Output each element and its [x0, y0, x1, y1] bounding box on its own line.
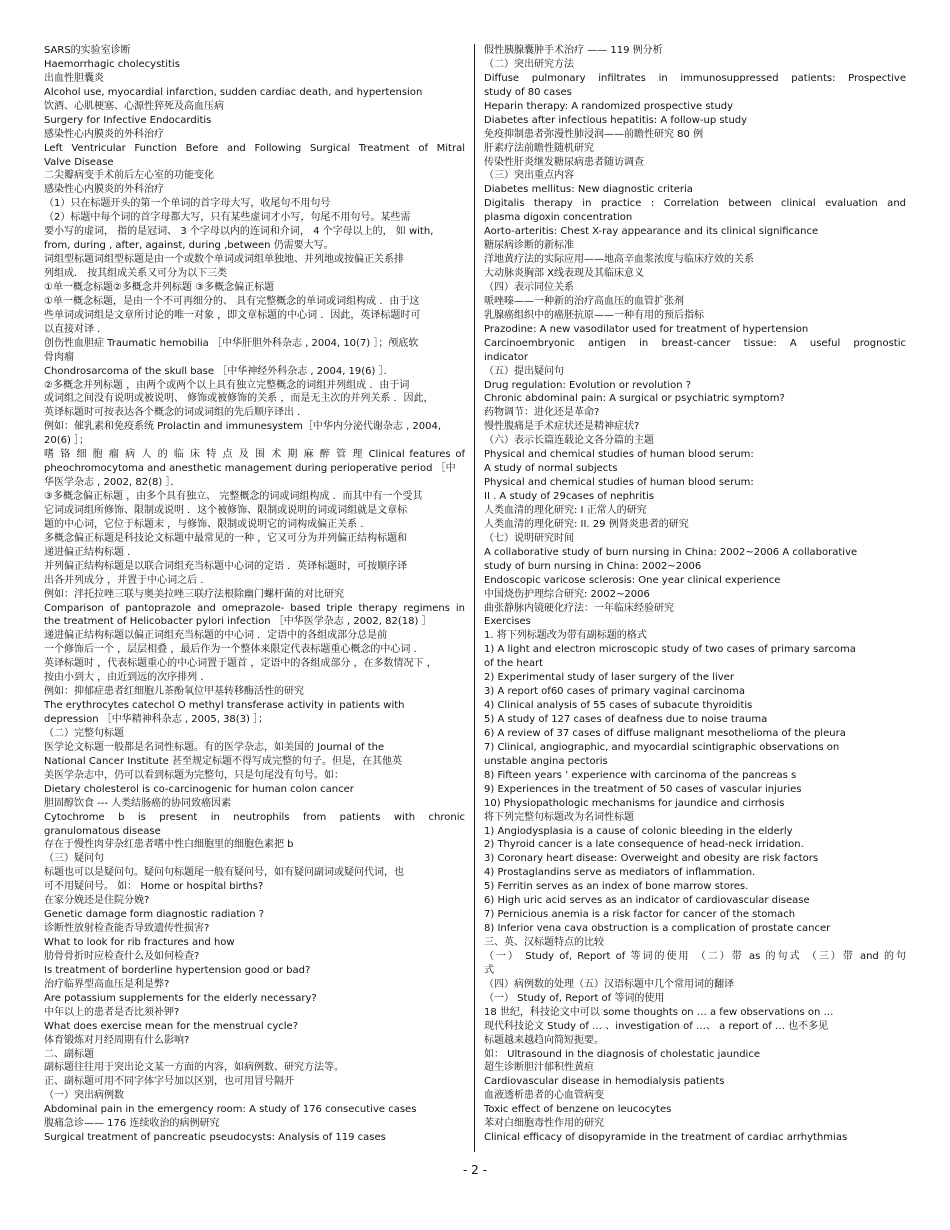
text-line: Diabetes after infectious hepatitis: A follow-up study: [484, 114, 748, 126]
text-line: 2) Experimental study of laser surgery of the liver: [484, 672, 734, 684]
text-line: SARS的实验室诊断: [44, 45, 131, 56]
text-line: 4) Clinical analysis of 55 cases of subacute thyroiditis: [484, 700, 753, 712]
text-line: 腹痛急诊—— 176 连续收治的病例研究: [44, 1118, 220, 1130]
text-line: ③多概念偏正标题 ，由多个具有独立、 完整概念的词或词组构成 ．而其中有一个受其: [44, 491, 423, 502]
text-line: 3) Coronary heart disease: Overweight and obesity are risk factors: [484, 853, 819, 865]
text-line: 题的中心词，它位于标题末 ，与修饰、限制或说明它的词构成偏正关系 ．: [44, 518, 371, 530]
text-line: plasma digoxin concentration: [484, 212, 633, 224]
text-line: 8) Inferior vena cava obstruction is a complication of prostate cancer: [484, 923, 831, 935]
text-line: 假性胰腺囊肿手术治疗 —— 119 例分析: [484, 45, 663, 56]
text-line: 存在于慢性肉芽杂红患者嗜中性白细胞里的细胞色素把 b: [44, 839, 294, 851]
text-line: 以直接对译 ．: [44, 323, 108, 335]
text-line: 免疫抑制患者弥漫性肺浸润——前瞻性研究 80 例: [484, 128, 704, 140]
text-line: 骨肉瘤: [44, 351, 74, 363]
text-line: Comparison of pantoprazole and omeprazole- based triple therapy regimens in: [44, 602, 465, 614]
text-line: 曲张静脉内镜硬化疗法：一年临床经验研究: [484, 602, 674, 614]
text-line: 在家分娩还是住院分娩?: [44, 895, 150, 907]
text-line: 10) Physiopathologic mechanisms for jaundice and cirrhosis: [484, 797, 785, 809]
text-line: Endoscopic varicose sclerosis: One year clinical experience: [484, 574, 781, 586]
text-line: pheochromocytoma and anesthetic management during perioperative period ［中: [44, 463, 456, 475]
text-line: 8) Fifteen years ’ experience with carcinoma of the pancreas s: [484, 769, 797, 781]
text-line: granulomatous disease: [44, 825, 161, 837]
text-line: 1) A light and electron microscopic study of two cases of primary sarcoma: [484, 644, 856, 656]
text-line: 6) High uric acid serves as an indicator of cardiovascular disease: [484, 895, 810, 907]
text-line: （二）完整句标题: [44, 727, 124, 739]
text-line: 词组型标题词组型标题是由一个或数个单词或词组单独地、并列地或按偏正关系排: [44, 254, 404, 266]
text-line: Haemorrhagic cholecystitis: [44, 58, 180, 70]
text-line: 多概念偏正标题是科技论文标题中最常见的一种 ，它又可分为并列偏正结构标题和: [44, 532, 408, 544]
text-line: 1. 将下列标题改为带有副标题的格式: [484, 630, 647, 642]
text-line: Dietary cholesterol is co-carcinogenic for human colon cancer: [44, 783, 354, 795]
text-line: 胆固醇饮食 --- 人类结肠癌的协同致癌因素: [44, 797, 232, 809]
text-line: （三）突出重点内容: [484, 170, 574, 182]
text-line: unstable angina pectoris: [484, 755, 608, 767]
text-line: indicator: [484, 351, 529, 363]
text-line: 饮酒、心肌梗塞、心源性猝死及高血压病: [44, 100, 224, 112]
text-line: 药物调节：进化还是革命?: [484, 407, 600, 419]
text-line: Digitalis therapy in practice : Correlation between clinical evaluation and: [484, 198, 906, 210]
text-line: A study of normal subjects: [484, 463, 618, 475]
text-line: 5) A study of 127 cases of deafness due to noise trauma: [484, 714, 768, 725]
text-line: 正、副标题可用不同字体字号加以区别，也可用冒号隔开: [44, 1076, 294, 1088]
text-line: II . A study of 29cases of nephritis: [484, 491, 655, 502]
text-line: （四）病例数的处理（五）汉语标题中几个常用词的翻译: [484, 978, 734, 990]
text-line: Physical and chemical studies of human blood serum:: [484, 477, 754, 489]
text-line: 7) Pernicious anemia is a risk factor for cancer of the stomach: [484, 909, 796, 921]
text-line: 肝素疗法前瞻性随机研究: [484, 142, 594, 154]
text-line: 副标题往往用于突出论文某一方面的内容，如病例数、研究方法等。: [44, 1062, 344, 1074]
text-line: 标题也可以是疑问句。疑问句标题尾一般有疑问号，如有疑问副词或疑问代词，也: [44, 867, 404, 879]
text-line: 中国烧伤护理综合研究: 2002~2006: [484, 588, 650, 600]
text-line: 治疗临界型高血压是利是弊?: [44, 978, 170, 990]
text-line: 例如：催乳素和免疫系统 Prolactin and immunesystem［中华内分泌代谢杂志 , 2004,: [44, 421, 442, 433]
text-line: 乳腺癌组织中的癌胚抗原——一种有用的预后指标: [484, 309, 704, 321]
text-line: （一） Study of, Report of 等词的使用 （二）带 as 的句式 （三）带 and 的句: [484, 950, 906, 962]
text-line: 苯对白细胞毒性作用的研究: [484, 1118, 604, 1130]
text-line: 并列偏正结构标题是以联合词组充当标题中心词的定语 ．英译标题时，可按顺序译: [44, 560, 408, 572]
text-line: 或词组之间没有说明或被说明、 修饰或被修饰的关系 ，而是无主次的并列关系 ．因此，: [44, 393, 434, 405]
text-line: 中年以上的患者是否比须补钾?: [44, 1006, 180, 1018]
text-line: 哌唑嗪——一种新的治疗高血压的血管扩张剂: [484, 295, 684, 307]
text-line: 体育锻炼对月经周期有什么影响?: [44, 1034, 190, 1046]
text-line: Diffuse pulmonary infiltrates in immunosuppressed patients: Prospective: [484, 72, 906, 84]
text-line: 出血性胆囊炎: [44, 72, 104, 84]
text-line: （五）提出疑问句: [484, 365, 564, 377]
page-number: - 2 -: [463, 1163, 487, 1177]
text-line: Cardiovascular disease in hemodialysis patients: [484, 1076, 725, 1088]
text-line: 7) Clinical, angiographic, and myocardial scintigraphic observations on: [484, 741, 840, 753]
text-line: （七）说明研究时间: [484, 532, 574, 544]
text-line: ①单一概念标题，是由一个不可再细分的、 具有完整概念的单词或词组构成 ．由于这: [44, 295, 420, 307]
text-line: 例如：泮托拉唑三联与奥美拉唑三联疗法根除幽门螺杆菌的对比研究: [44, 588, 344, 600]
text-line: 英译标题时 ，代表标题重心的中心词置于题首 ，定语中的各组成部分 ，在多数情况下 ，: [44, 658, 437, 670]
text-line: Exercises: [484, 616, 531, 628]
text-line: 些单词或词组是文章所讨论的唯一对象 ，即文章标题的中心词 ．因此，英译标题时可: [44, 309, 421, 321]
text-line: Heparin therapy: A randomized prospective study: [484, 100, 734, 112]
text-line: Genetic damage form diagnostic radiation ?: [44, 909, 265, 921]
text-line: （一）突出病例数: [44, 1090, 124, 1102]
text-line: Cytochrome b is present in neutrophils from patients with chronic: [44, 811, 465, 823]
text-line: 一个修饰后一个 ，层层相叠 ，最后作为一个整体来限定代表标题重心概念的中心词 ．: [44, 644, 424, 656]
text-line: Carcinoembryonic antigen in breast-cancer tissue: A useful prognostic: [484, 337, 906, 349]
text-line: Alcohol use, myocardial infarction, sudden cardiac death, and hypertension: [44, 86, 423, 98]
text-line: Is treatment of borderline hypertension good or bad?: [44, 964, 311, 976]
text-line: 出各并列成分 ，并置于中心词之后 ．: [44, 574, 211, 586]
text-line: 列组成． 按其组成关系又可分为以下三类: [44, 268, 228, 279]
text-line: （二）突出研究方法: [484, 58, 574, 70]
text-line: （1）只在标题开头的第一个单词的首字母大写，收尾句不用句号: [44, 198, 331, 210]
text-line: Diabetes mellitus: New diagnostic criteria: [484, 184, 693, 196]
text-line: of the heart: [484, 658, 544, 670]
text-line: 英译标题时可按表达各个概念的词或词组的先后顺序译出 ．: [44, 407, 308, 419]
text-line: 式: [484, 964, 494, 976]
text-line: （一） Study of, Report of 等词的使用: [484, 992, 665, 1004]
text-line: 感染性心内膜炎的外科治疗: [44, 128, 164, 140]
text-line: 5) Ferritin serves as an index of bone marrow stores.: [484, 881, 749, 893]
text-line: 慢性腹痛是手术症状还是精神症状?: [484, 421, 640, 433]
text-line: 18 世纪，科技论文中可以 some thoughts on … a few observations on …: [484, 1006, 834, 1018]
text-line: Left Ventricular Function Before and Following Surgical Treatment of Mitral: [44, 142, 465, 154]
text-line: 9) Experiences in the treatment of 50 cases of vascular injuries: [484, 783, 802, 795]
text-line: 血液透析患者的心血管病变: [484, 1090, 604, 1102]
text-line: 标题越来越趋向简短扼要。: [484, 1034, 604, 1046]
text-line: （六）表示长篇连载论文各分篇的主题: [484, 435, 654, 447]
text-line: Valve Disease: [44, 156, 114, 168]
text-line: 现代科技论文 Study of … 、investigation of …、 a report of … 也不多见: [484, 1020, 829, 1032]
text-line: Are potassium supplements for the elderly necessary?: [44, 992, 317, 1004]
text-line: 例如：抑郁症患者红细胞儿茶酚氧位甲基转移酶活性的研究: [44, 686, 304, 698]
text-line: What does exercise mean for the menstrual cycle?: [44, 1020, 299, 1032]
text-line: 可不用疑问号。 如： Home or hospital births?: [44, 881, 264, 893]
text-line: from, during , after, against, during ,between 仍需要大写。: [44, 240, 334, 252]
text-line: 将下列完整句标题改为名词性标题: [484, 811, 634, 823]
text-line: Chronic abdominal pain: A surgical or psychiatric symptom?: [484, 393, 785, 405]
text-line: Toxic effect of benzene on leucocytes: [484, 1104, 672, 1116]
text-line: 感染性心内膜炎的外科治疗: [44, 184, 164, 196]
right-text-column: [484, 44, 906, 1145]
text-line: Drug regulation: Evolution or revolution ?: [484, 379, 692, 391]
text-line: 洋地黄疗法的实际应用——地高辛血浆浓度与临床疗效的关系: [484, 254, 754, 266]
text-line: What to look for rib fractures and how: [44, 937, 235, 948]
text-line: 三、英、汉标题特点的比较: [484, 937, 604, 948]
text-line: 6) A review of 37 cases of diffuse malignant mesothelioma of the pleura: [484, 727, 846, 739]
text-line: Surgery for Infective Endocarditis: [44, 114, 212, 126]
text-line: 人类血清的理化研究: II. 29 例肾炎患者的研究: [484, 518, 689, 530]
text-line: （2）标题中每个词的首字母都大写，只有某些虚词才小写，句尾不用句号。某些需: [44, 212, 411, 224]
text-line: 超生诊断胆汁郁积性黄疸: [484, 1062, 594, 1074]
text-line: 3) A report of60 cases of primary vaginal carcinoma: [484, 686, 745, 698]
text-line: 糖尿病诊断的新标准: [484, 240, 574, 252]
text-line: A collaborative study of burn nursing in China: 2002~2006 A collaborative: [484, 546, 858, 558]
text-line: 1) Angiodysplasia is a cause of colonic bleeding in the elderly: [484, 825, 793, 837]
text-line: 4) Prostaglandins serve as mediators of inflammation.: [484, 867, 756, 879]
text-line: 二尖瓣病变手术前后左心室的功能变化: [44, 170, 214, 182]
text-line: Prazodine: A new vasodilator used for treatment of hypertension: [484, 323, 809, 335]
text-line: ②多概念并列标题 ，由两个或两个以上具有独立完整概念的词组并列组成 ．由于词: [44, 379, 410, 391]
text-line: 它词或词组所修饰、限制或说明 ．这个被修饰、限制或说明的词或词组就是文章标: [44, 504, 408, 516]
text-line: （四）表示同位关系: [484, 281, 574, 293]
text-line: 华医学杂志 , 2002, 82(8) ］．: [44, 477, 181, 489]
text-line: 创伤性血胆症 Traumatic hemobilia ［中华肝胆外科杂志 , 2004, 10(7) ］；颅底软: [44, 337, 419, 349]
left-text-column: [44, 44, 465, 1145]
text-line: 肋骨骨折时应检查什么及如何检查?: [44, 950, 200, 962]
text-line: 递进偏正结构标题 ．: [44, 546, 138, 558]
text-line: the treatment of Helicobacter pylori infection ［中华医学杂志 , 2002, 82(18) ］: [44, 616, 432, 628]
text-line: 传染性肝炎继发糖尿病患者随访调查: [484, 156, 644, 168]
text-line: National Cancer Institute 甚至规定标题不得写成完整的句子。但是，在其他英: [44, 755, 402, 767]
text-line: 要小写的虚词， 指的是冠词、 3 个字母以内的连词和介词， 4 个字母以上的， 如 with,: [44, 226, 434, 238]
text-line: Abdominal pain in the emergency room: A study of 176 consecutive cases: [44, 1104, 417, 1116]
text-line: ①单一概念标题②多概念并列标题 ③多概念偏正标题: [44, 281, 275, 293]
text-line: 如： Ultrasound in the diagnosis of cholestatic jaundice: [484, 1048, 760, 1060]
text-line: （三）疑问句: [44, 853, 104, 865]
text-line: 嗜 铬 细 胞 瘤 病 人 的 临 床 特 点 及 围 术 期 麻 醉 管 理 Clinical features of: [44, 449, 465, 461]
text-line: The erythrocytes catechol O methyl transferase activity in patients with: [44, 700, 405, 712]
text-line: 美医学杂志中，仍可以看到标题为完整句，只是句尾没有句号。如：: [44, 769, 344, 781]
text-line: 按由小到大 ，由近到远的次序排列 ．: [44, 672, 211, 684]
text-line: 20(6) ］；: [44, 435, 90, 447]
text-line: Aorto-arteritis: Chest X-ray appearance and its clinical significance: [484, 226, 819, 238]
text-line: 2) Thyroid cancer is a late consequence of head-neck irridation.: [484, 839, 804, 851]
text-line: Surgical treatment of pancreatic pseudocysts: Analysis of 119 cases: [44, 1132, 386, 1144]
text-line: 医学论文标题一般都是名词性标题。有的医学杂志，如美国的 Journal of the: [44, 741, 385, 753]
text-line: Chondrosarcoma of the skull base ［中华神经外科杂志 , 2004, 19(6) ］．: [44, 365, 394, 377]
text-line: 诊断性放射检查能否导致遗传性损害?: [44, 923, 210, 935]
text-line: 二、副标题: [44, 1048, 94, 1060]
text-line: 递进偏正结构标题以偏正词组充当标题的中心词 ．定语中的各组成部分总是前: [44, 630, 388, 642]
text-line: Clinical efficacy of disopyramide in the treatment of cardiac arrhythmias: [484, 1132, 848, 1144]
text-line: depression ［中华精神科杂志 , 2005, 38(3) ］；: [44, 714, 269, 725]
text-line: Physical and chemical studies of human blood serum:: [484, 449, 754, 461]
text-line: study of burn nursing in China: 2002~2006: [484, 560, 702, 572]
column-divider: [474, 44, 475, 1152]
text-line: 人类血清的理化研究: I 正常人的研究: [484, 504, 647, 516]
text-line: study of 80 cases: [484, 86, 572, 98]
text-line: 大动脉炎胸部 X线表现及其临床意义: [484, 268, 645, 279]
